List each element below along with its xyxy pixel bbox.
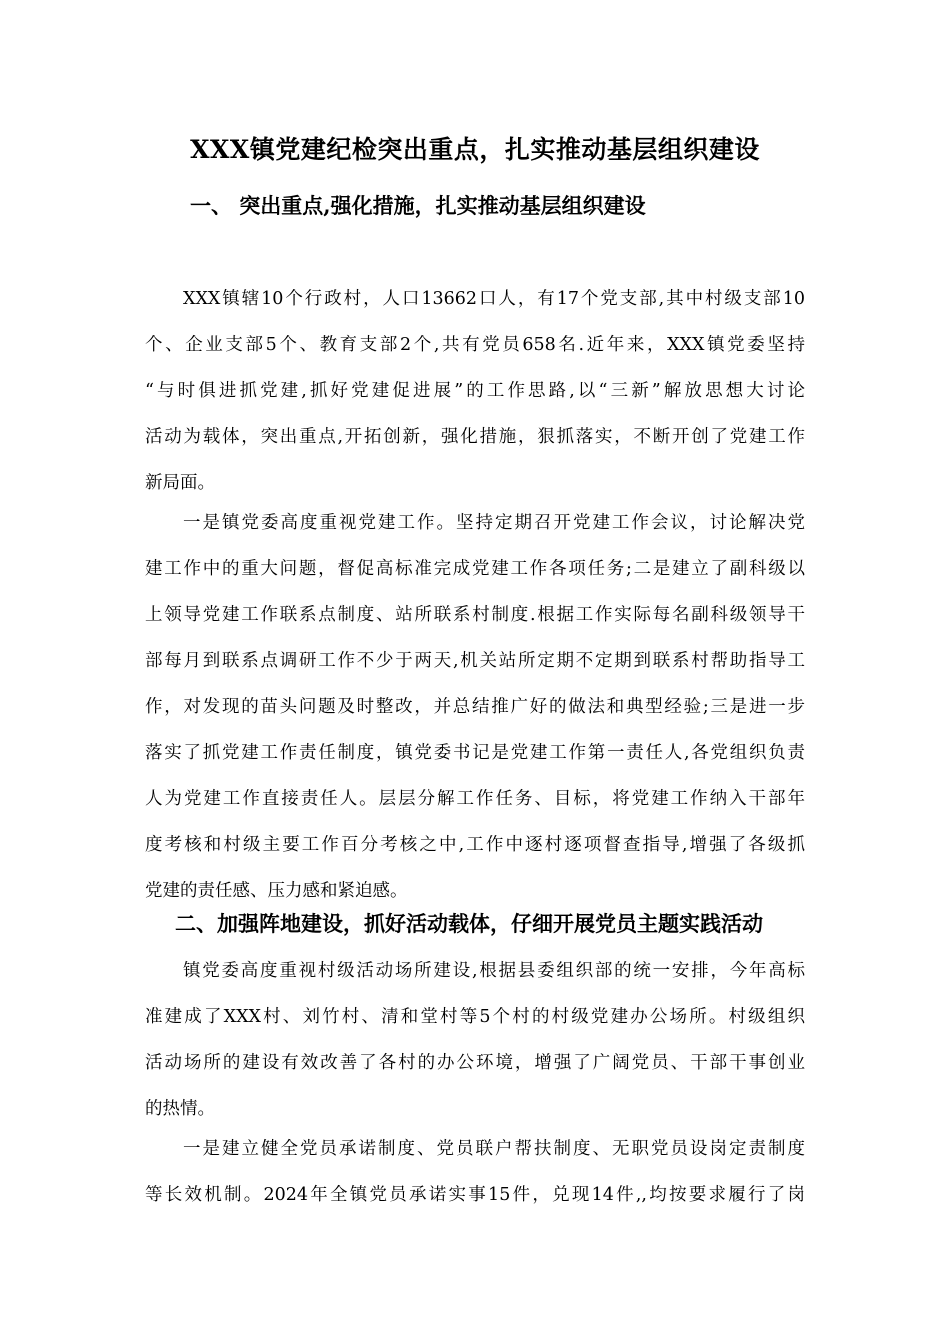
paragraph-line: 落实了抓党建工作责任制度，镇党委书记是党建工作第一责任人,各党组织负责 [145, 743, 805, 763]
section-1-heading: 一、 突出重点,强化措施，扎实推动基层组织建设 [190, 193, 646, 218]
paragraph-line: 镇党委高度重视村级活动场所建设,根据县委组织部的统一安排，今年高标 [183, 961, 805, 981]
paragraph-line: 活动场所的建设有效改善了各村的办公环境，增强了广阔党员、干部干事创业 [145, 1053, 805, 1073]
paragraph-line: 的热情。 [145, 1099, 215, 1119]
paragraph-line: “与时俱进抓党建,抓好党建促进展”的工作思路,以“三新”解放思想大讨论 [145, 381, 805, 401]
paragraph-line: 作，对发现的苗头问题及时整改，并总结推广好的做法和典型经验;三是进一步 [145, 697, 805, 717]
paragraph-line: 上领导党建工作联系点制度、站所联系村制度.根据工作实际每名副科级领导干 [145, 605, 805, 625]
paragraph-line: XXX镇辖10个行政村，人口13662口人，有17个党支部,其中村级支部10 [183, 289, 805, 309]
section-1-paragraph-2 [145, 500, 805, 914]
document-title: XXX镇党建纪检突出重点，扎实推动基层组织建设 [190, 135, 760, 164]
paragraph-line: 一是建立健全党员承诺制度、党员联户帮扶制度、无职党员设岗定责制度 [183, 1139, 805, 1159]
paragraph-line: 等长效机制。2024年全镇党员承诺实事15件，兑现14件,,均按要求履行了岗 [145, 1185, 805, 1205]
paragraph-line: 活动为载体，突出重点,开拓创新，强化措施，狠抓落实，不断开创了党建工作 [145, 427, 805, 447]
section-2-paragraph-2 [145, 1126, 805, 1218]
paragraph-line: 度考核和村级主要工作百分考核之中,工作中逐村逐项督查指导,增强了各级抓 [145, 835, 805, 855]
paragraph-line: 新局面。 [145, 473, 215, 493]
paragraph-line: 建工作中的重大问题，督促高标准完成党建工作各项任务;二是建立了副科级以 [145, 559, 805, 579]
section-1-paragraph-1 [145, 276, 805, 506]
paragraph-line: 党建的责任感、压力感和紧迫感。 [145, 881, 408, 901]
section-2-heading: 二、加强阵地建设，抓好活动载体，仔细开展党员主题实践活动 [175, 911, 763, 936]
paragraph-line: 准建成了XXX村、刘竹村、清和堂村等5个村的村级党建办公场所。村级组织 [145, 1007, 805, 1027]
paragraph-line: 一是镇党委高度重视党建工作。坚持定期召开党建工作会议，讨论解决党 [183, 513, 805, 533]
section-2-paragraph-1 [145, 948, 805, 1132]
paragraph-line: 个、企业支部5个、教育支部2个,共有党员658名.近年来，XXX镇党委坚持 [145, 335, 805, 355]
paragraph-line: 人为党建工作直接责任人。层层分解工作任务、目标，将党建工作纳入干部年 [145, 789, 805, 809]
paragraph-line: 部每月到联系点调研工作不少于两天,机关站所定期不定期到联系村帮助指导工 [145, 651, 805, 671]
